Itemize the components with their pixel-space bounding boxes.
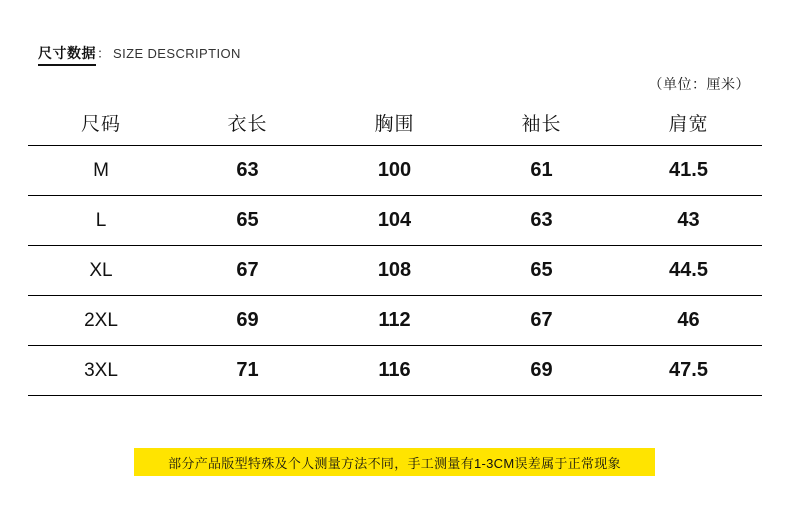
table-row: [28, 246, 762, 296]
cell-bust: 100: [321, 146, 468, 196]
table-row: [28, 346, 762, 396]
cell-sleeve: 67: [468, 296, 615, 346]
size-table: [28, 100, 762, 396]
table-row: [28, 296, 762, 346]
cell-length: 67: [174, 246, 321, 296]
cell-bust: 108: [321, 246, 468, 296]
cell-shoulder: 44.5: [615, 246, 762, 296]
cell-sleeve: 61: [468, 146, 615, 196]
page-title-cn: 尺寸数据: [38, 43, 96, 66]
cell-shoulder: 47.5: [615, 346, 762, 396]
cell-size: 2XL: [28, 296, 174, 346]
table-row: [28, 196, 762, 246]
cell-size: M: [28, 146, 174, 196]
cell-sleeve: 69: [468, 346, 615, 396]
page-title-colon: ：: [97, 46, 111, 61]
unit-note: （单位：厘米）: [648, 76, 750, 92]
measurement-notice-text: 部分产品版型特殊及个人测量方法不同，手工测量有1-3CM误差属于正常现象: [168, 455, 621, 471]
column-header-length: 衣长: [174, 100, 321, 146]
cell-shoulder: 43: [615, 196, 762, 246]
cell-length: 71: [174, 346, 321, 396]
measurement-notice-banner: [134, 448, 655, 476]
cell-length: 63: [174, 146, 321, 196]
cell-bust: 116: [321, 346, 468, 396]
column-header-shoulder: 肩宽: [615, 100, 762, 146]
cell-length: 65: [174, 196, 321, 246]
column-header-size: 尺码: [28, 100, 174, 146]
cell-size: 3XL: [28, 346, 174, 396]
cell-shoulder: 46: [615, 296, 762, 346]
cell-bust: 104: [321, 196, 468, 246]
column-header-sleeve: 袖长: [468, 100, 615, 146]
page-title: [38, 43, 241, 66]
cell-sleeve: 65: [468, 246, 615, 296]
cell-length: 69: [174, 296, 321, 346]
cell-size: XL: [28, 246, 174, 296]
cell-shoulder: 41.5: [615, 146, 762, 196]
table-row: [28, 146, 762, 196]
table-header-row: [28, 100, 762, 146]
cell-bust: 112: [321, 296, 468, 346]
column-header-bust: 胸围: [321, 100, 468, 146]
cell-sleeve: 63: [468, 196, 615, 246]
cell-size: L: [28, 196, 174, 246]
page-title-en: SIZE DESCRIPTION: [113, 46, 241, 61]
